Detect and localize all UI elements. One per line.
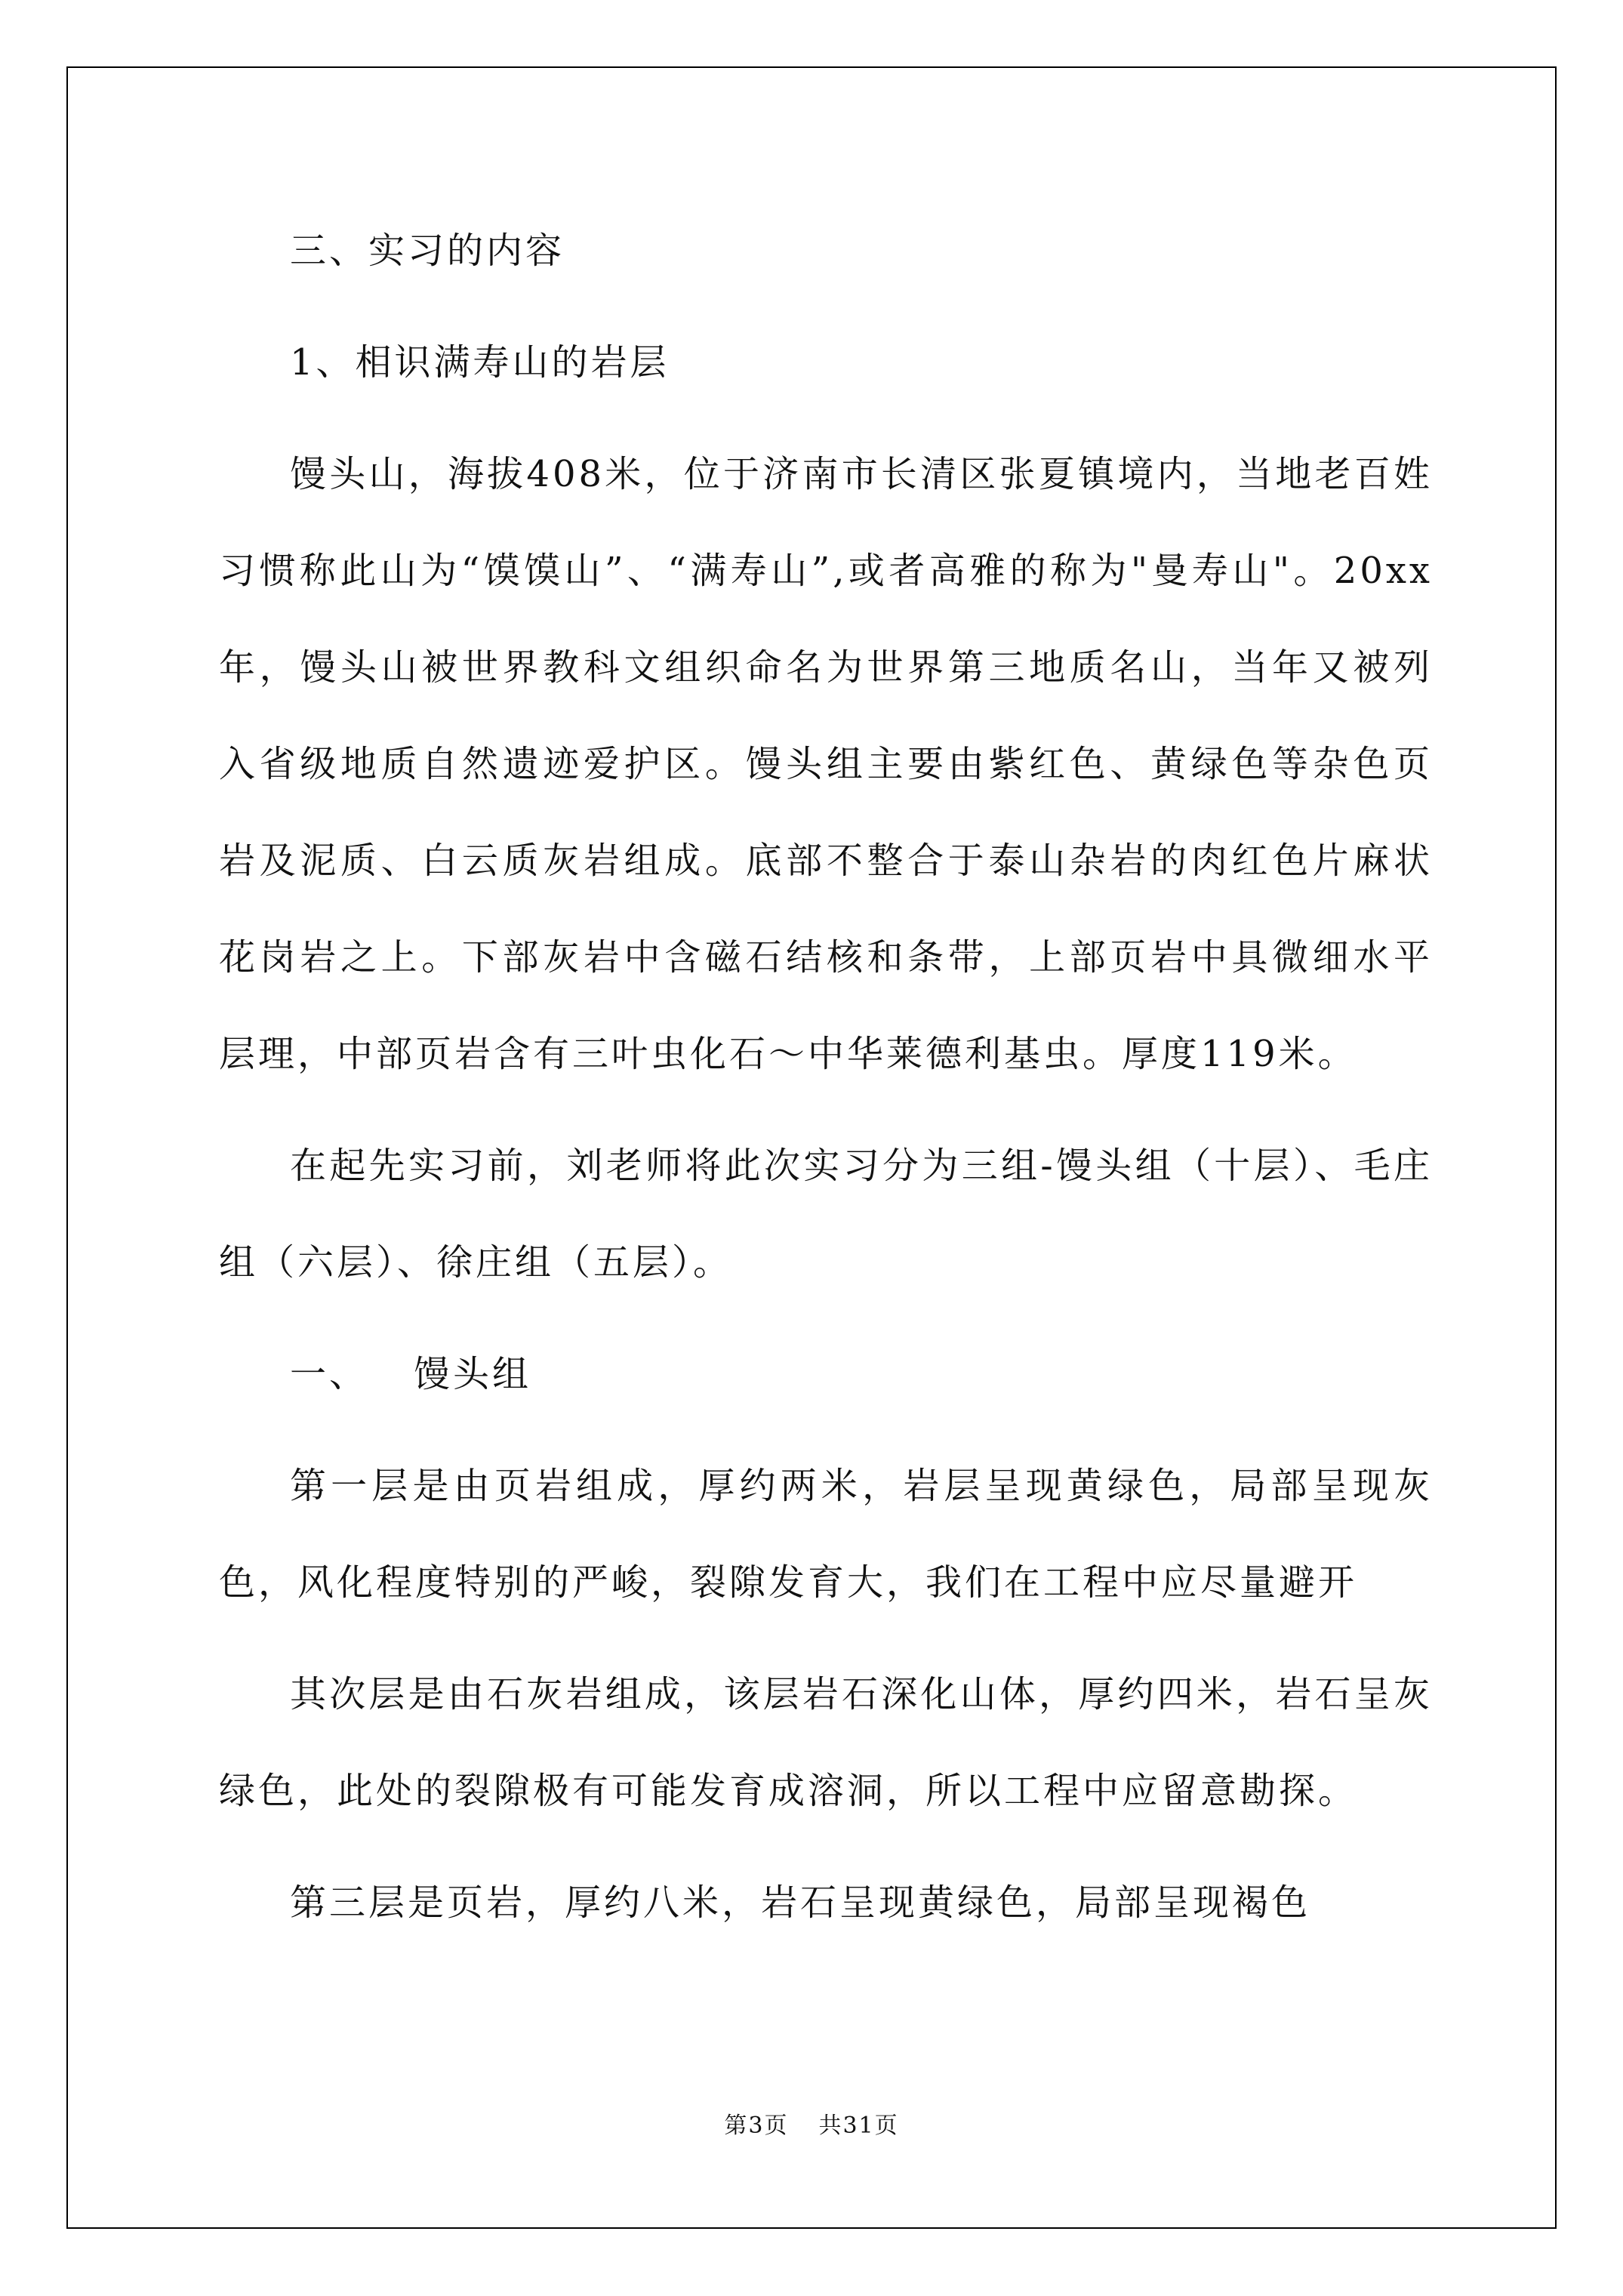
paragraph: 在起先实习前，刘老师将此次实习分为三组-馒头组（十层）、毛庄组（六层）、徐庄组（五层）。 (219, 1145, 1433, 1284)
paragraph: 馒头山，海拔408米，位于济南市长清区张夏镇境内，当地老百姓习惯称此山为“馍馍山”、“满寿山”,或者高雅的称为"曼寿山"。20xx年，馒头山被世界教科文组织命名为世界第三地质名山，当年又被列入省级地质自然遗迹爱护区。馒头组主要由紫红色、黄绿色等杂色页岩及泥质、白云质灰岩组成。底部不整合于泰山杂岩的肉红色片麻状花岗岩之上。下部灰岩中含磁石结核和条带，上部页岩中具微细水平层理，中部页岩含有三叶虫化石～中华莱德利基虫。厚度119米。 (219, 453, 1433, 1075)
list-heading-title: 馒头组 (414, 1353, 532, 1395)
document-body (219, 202, 1433, 1966)
list-heading-number: 一、 (290, 1353, 369, 1395)
layer-paragraph: 第一层是由页岩组成，厚约两米，岩层呈现黄绿色，局部呈现灰色，风化程度特别的严峻，裂隙发育大，我们在工程中应尽量避开 (219, 1465, 1433, 1604)
section-heading: 三、实习的内容 (290, 230, 565, 272)
list-heading (219, 1326, 1433, 1422)
page-footer (0, 2106, 1623, 2140)
page-number-current: 第3页 (724, 2113, 789, 2139)
layer-paragraph: 第三层是页岩，厚约八米，岩石呈现黄绿色，局部呈现褐色 (290, 1881, 1311, 1924)
subheading: 1、相识满寿山的岩层 (290, 341, 670, 384)
page-number-total: 共31页 (818, 2113, 899, 2139)
layer-paragraph: 其次层是由石灰岩组成，该层岩石深化山体，厚约四米，岩石呈灰绿色，此处的裂隙极有可能发育成溶洞，所以工程中应留意勘探。 (219, 1673, 1433, 1812)
